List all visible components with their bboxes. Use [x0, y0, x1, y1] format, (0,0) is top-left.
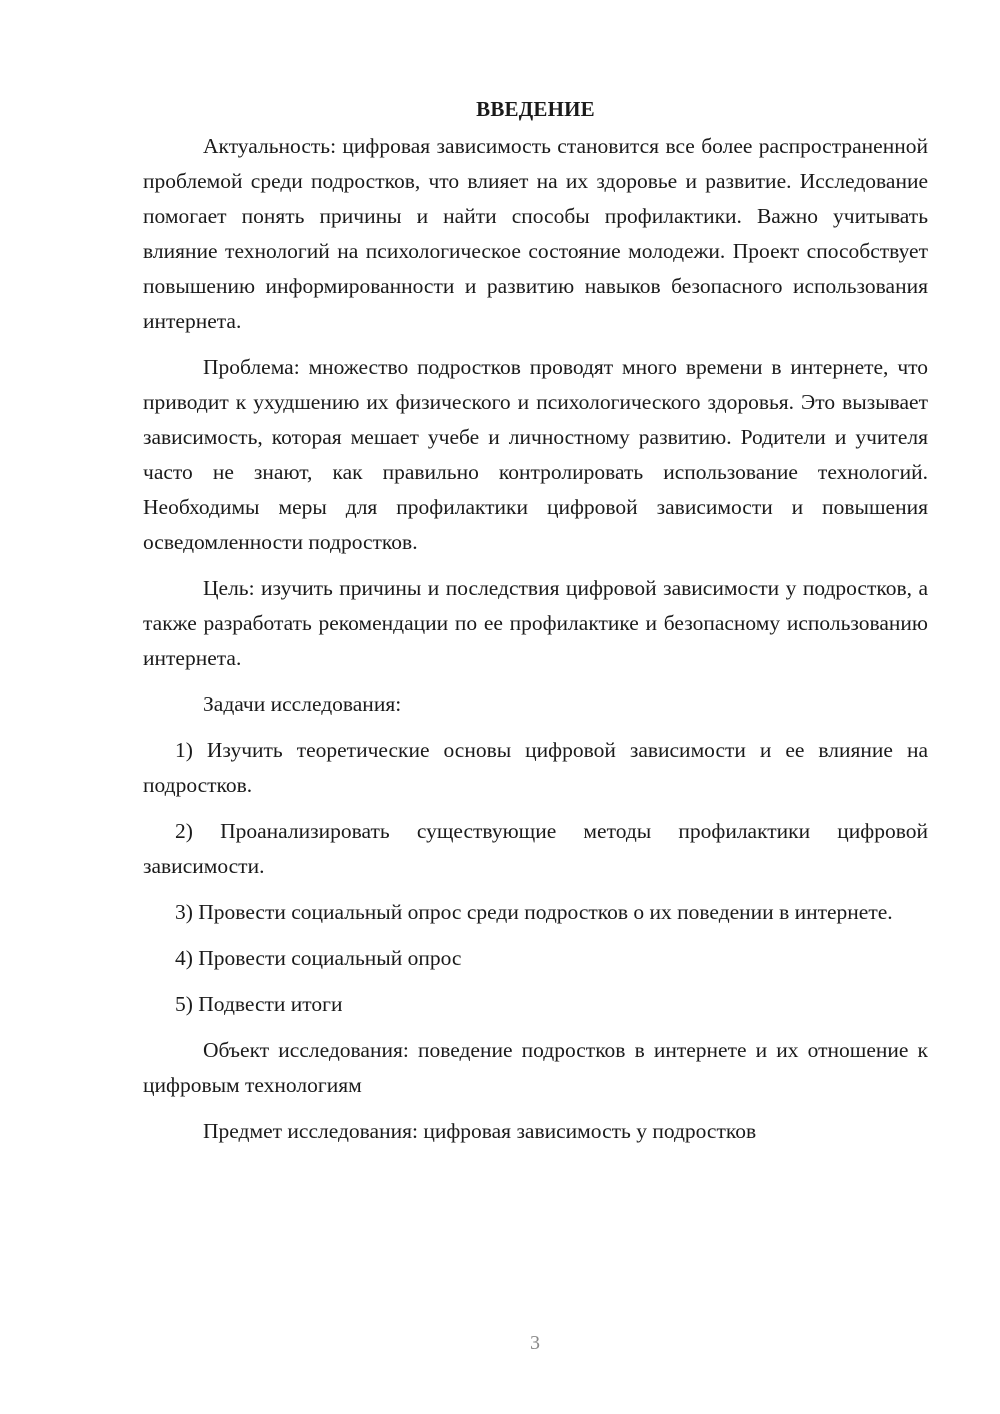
- task-item-5: 5) Подвести итоги: [175, 992, 343, 1016]
- page-content: [143, 92, 928, 1160]
- research-subject-paragraph: Предмет исследования: цифровая зависимость у подростков: [203, 1119, 757, 1143]
- task-item-2: 2) Проанализировать существующие методы профилактики цифровой зависимости.: [143, 819, 928, 878]
- task-item-4: 4) Провести социальный опрос: [175, 946, 462, 970]
- task-item-1: 1) Изучить теоретические основы цифровой зависимости и ее влияние на подростков.: [143, 738, 928, 797]
- relevance-paragraph: Актуальность: цифровая зависимость становится все более распространенной проблемой среди подростков, что влияет на их здоровье и развитие. Исследование помогает понять причины и найти способы профилактики. Важно учитывать влияние технологий на психологическое состояние молодежи. Проект способствует повышению информированности и развитию навыков безопасного использования интернета.: [143, 134, 928, 333]
- goal-paragraph: Цель: изучить причины и последствия цифровой зависимости у подростков, а также разработать рекомендации по ее профилактике и безопасному использованию интернета.: [143, 576, 928, 670]
- section-title: ВВЕДЕНИЕ: [476, 97, 595, 121]
- page-number: 3: [530, 1332, 540, 1354]
- tasks-heading: Задачи исследования:: [203, 692, 402, 716]
- problem-paragraph: Проблема: множество подростков проводят много времени в интернете, что приводит к ухудшению их физического и психологического здоровья. Это вызывает зависимость, которая мешает учебе и личностному развитию. Родители и учителя часто не знают, как правильно контролировать использование технологий. Необходимы меры для профилактики цифровой зависимости и повышения осведомленности подростков.: [143, 355, 928, 554]
- research-object-paragraph: Объект исследования: поведение подростков в интернете и их отношение к цифровым технологиям: [143, 1038, 928, 1097]
- task-item-3: 3) Провести социальный опрос среди подростков о их поведении в интернете.: [175, 900, 893, 924]
